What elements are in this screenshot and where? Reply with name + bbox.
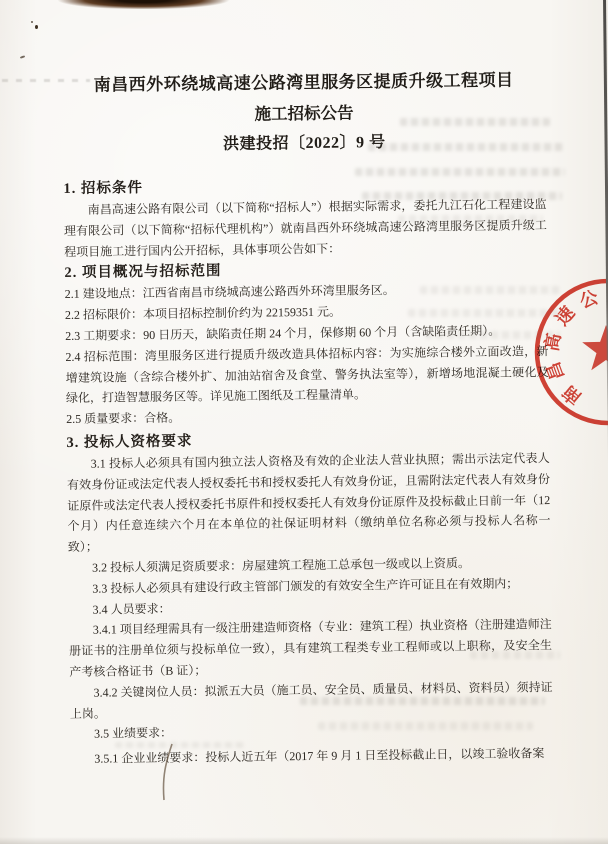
svg-text:速: 速 (551, 302, 579, 330)
paragraph-performance-requirement: 3.5 业绩要求： (93, 726, 173, 741)
seal-star-icon (582, 325, 608, 370)
paragraph-bidding-scope: 2.4 招标范围：湾里服务区进行提质升级改造具体招标内容：为实施综合楼外立面改造，新增建筑设施（含综合楼外扩、加油站宿舍及食堂、警务执法室等），新增场地混凝土硬化及绿化，打造智慧服务区等。详见施工图纸及工程量清单。 (65, 343, 549, 406)
section-heading-bidder-qualifications: 3. 投标人资格要求 (66, 433, 193, 451)
paragraph-schedule-requirement: 2.3 工期要求：90 日历天，缺陷责任期 24 个月，保修期 60 个月（含缺陷责任期）。 (65, 323, 501, 343)
paragraph-personnel-requirement: 3.4 人员要求： (92, 601, 171, 617)
section-heading-project-overview: 2. 项目概况与招标范围 (64, 263, 222, 282)
paragraph-enterprise-performance: 3.5.1 企业业绩要求：投标人近五年（2017 年 9 月 1 日至投标截止日，以竣工验收备案 (94, 746, 545, 766)
document-body (62, 68, 553, 770)
seal-company-text (540, 284, 608, 409)
document-number: 洪建投招〔2022〕9 号 (223, 134, 386, 154)
paragraph-key-positions: 3.4.2 关键岗位人员：拟派五大员（施工员、安全员、质量员、材料员、资料员）须持证上岗。 (69, 679, 553, 721)
paragraph-legal-person: 3.1 投标人必须具有国内独立法人资格及有效的企业法人营业执照；需出示法定代表人有效身份证或法定代表人授权委托书和授权委托人有效身份证，且需附法定代表人有效身份证原件或法定代表人授权委托书原件和授权委托人有效身份证原件及投标截止日前一年（12个月）内任意连续六个月在本单位的社保证明材料（缴纳单位名称必须与投标人名称一致）； (66, 451, 551, 555)
paragraph-quality-requirement: 2.5 质量要求：合格。 (66, 410, 181, 427)
ink-speck-artifact (20, 55, 25, 59)
paragraph: 南昌高速公路有限公司（以下简称“招标人”）根据实际需求，委托九江石化工程建设监理有限公司（以下简称“招标代理机构”）就南昌西外环绕城高速公路湾里服务区提质升级工程项目施工进行国内公开招标，具体事项公告如下： (63, 197, 547, 259)
document-subtitle: 施工招标公告 (254, 103, 354, 124)
scan-shadow-artifact (58, 0, 236, 9)
page-edge-artifact (603, 0, 608, 466)
svg-text:昌: 昌 (542, 359, 568, 384)
svg-text:高: 高 (541, 331, 565, 353)
paragraph-qualification-grade: 3.2 投标人须满足资质要求：房屋建筑工程施工总承包一级或以上资质。 (91, 556, 471, 575)
paragraph-safety-license: 3.3 投标人必须具有建设行政主管部门颁发的有效安全生产许可证且在有效期内； (92, 576, 519, 596)
scan-edge-shade-artifact (0, 837, 608, 844)
document-title: 南昌西外环绕城高速公路湾里服务区提质升级工程项目 (93, 70, 514, 95)
svg-text:公: 公 (576, 286, 601, 312)
paragraph-project-manager: 3.4.1 项目经理需具有一级注册建造师资格（专业：建筑工程）执业资格（注册建造师注册证书的注册单位须与投标单位一致），具有建筑工程类专业工程师或以上职称，及安全生产考核合格证书（B 证）； (68, 617, 553, 679)
section-heading-bidding-conditions: 1. 招标条件 (63, 180, 143, 197)
ink-speck-artifact (31, 21, 33, 23)
paragraph-construction-site: 2.1 建设地点：江西省南昌市绕城高速公路西外环湾里服务区。 (64, 283, 395, 302)
ink-speck-artifact (35, 25, 38, 29)
svg-text:南: 南 (558, 381, 586, 409)
paragraph-bid-price-limit: 2.2 招标限价：本项目招标控制价约为 22159351 元。 (64, 304, 342, 323)
